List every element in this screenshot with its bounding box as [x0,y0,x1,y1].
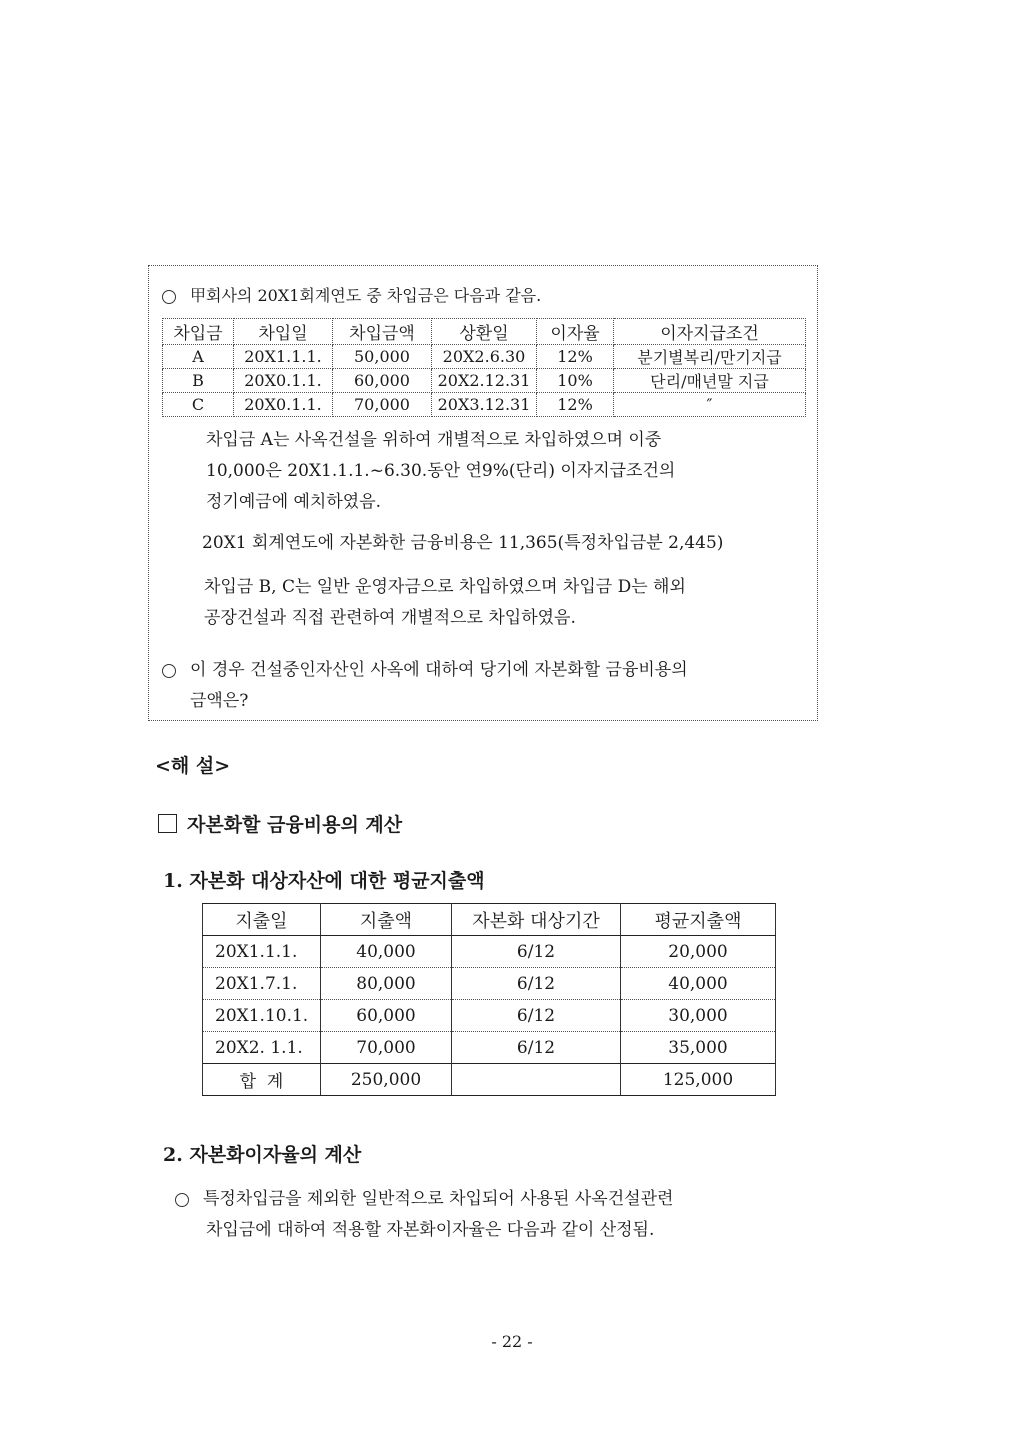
table-row [203,968,776,1000]
table-cell: ″ [614,393,806,417]
table-row [203,936,776,968]
circle-bullet-icon [162,290,176,304]
table-cell: 20X3.12.31 [432,393,537,417]
total-cell: 125,000 [621,1064,776,1096]
note1-line3: 정기예금에 예치하였음. [206,492,382,512]
table-cell: 단리/매년말 지급 [614,369,806,393]
note1-line1: 차입금 A는 사옥건설을 위하여 개별적으로 차입하였으며 이중 [206,430,662,450]
table-cell: 60,000 [321,1000,452,1032]
table-cell: 20X0.1.1. [234,393,333,417]
circle-bullet-icon [162,664,176,678]
ask-line1: 이 경우 건설중인자산인 사옥에 대하여 당기에 자본화할 금융비용의 [162,655,688,686]
table-cell: 50,000 [333,345,432,369]
loan-header-cell: 차입금액 [333,319,432,345]
table-cell: B [163,369,234,393]
average-expenditure-table [202,903,776,1096]
total-cell [452,1064,621,1096]
loan-table [162,318,806,417]
table-cell: 20X1.10.1. [203,1000,321,1032]
avg-header-cell: 평균지출액 [621,904,776,936]
loan-header-cell: 이자율 [537,319,614,345]
note2: 20X1 회계연도에 자본화한 금융비용은 11,365(특정차입금분 2,445) [202,533,724,553]
table-cell: 60,000 [333,369,432,393]
table-cell: 70,000 [333,393,432,417]
checkbox-icon [158,814,177,833]
sub2-line1: 특정차입금을 제외한 일반적으로 차입되어 사용된 사옥건설관련 [175,1184,673,1215]
ask-line2: 금액은? [190,691,249,711]
table-cell: 35,000 [621,1032,776,1064]
avg-header-cell: 지출액 [321,904,452,936]
table-cell: 40,000 [621,968,776,1000]
loan-table-header [163,319,806,345]
table-cell: 6/12 [452,936,621,968]
table-cell: 20X1.1.1. [234,345,333,369]
subsection-2-title: 2. 자본화이자율의 계산 [163,1144,362,1166]
table-cell: 10% [537,369,614,393]
sub2-line2: 차입금에 대하여 적용할 자본화이자율은 다음과 같이 산정됨. [206,1220,655,1240]
table-cell: 30,000 [621,1000,776,1032]
note1-line2: 10,000은 20X1.1.1.~6.30.동안 연9%(단리) 이자지급조건의 [206,461,676,481]
table-cell: A [163,345,234,369]
table-row [163,369,806,393]
table-cell: 70,000 [321,1032,452,1064]
subsection-1-title: 1. 자본화 대상자산에 대한 평균지출액 [163,870,485,892]
table-row [163,393,806,417]
solution-title: <해 설> [155,755,231,777]
page-number: - 22 - [491,1332,533,1351]
loan-header-cell: 이자지급조건 [614,319,806,345]
table-cell: 20X2. 1.1. [203,1032,321,1064]
loan-header-cell: 차입금 [163,319,234,345]
table-cell: 20X1.7.1. [203,968,321,1000]
table-cell: 20X2.6.30 [432,345,537,369]
table-cell: 분기별복리/만기지급 [614,345,806,369]
avg-table-header [203,904,776,936]
table-row [203,1000,776,1032]
table-cell: 12% [537,345,614,369]
avg-header-cell: 지출일 [203,904,321,936]
table-cell: 20X1.1.1. [203,936,321,968]
table-cell: 20,000 [621,936,776,968]
total-cell: 250,000 [321,1064,452,1096]
loan-header-cell: 상환일 [432,319,537,345]
table-cell: 20X0.1.1. [234,369,333,393]
total-row [203,1064,776,1096]
question-intro: 甲회사의 20X1회계연도 중 차입금은 다음과 같음. [162,283,541,306]
table-row [203,1032,776,1064]
table-cell: C [163,393,234,417]
total-label: 합 계 [203,1064,321,1096]
table-cell: 6/12 [452,1000,621,1032]
table-cell: 6/12 [452,1032,621,1064]
note3-line1: 차입금 B, C는 일반 운영자금으로 차입하였으며 차입금 D는 해외 [204,577,686,597]
section-title: 자본화할 금융비용의 계산 [158,810,402,837]
table-cell: 80,000 [321,968,452,1000]
table-cell: 20X2.12.31 [432,369,537,393]
note3-line2: 공장건설과 직접 관련하여 개별적으로 차입하였음. [204,608,576,628]
avg-header-cell: 자본화 대상기간 [452,904,621,936]
loan-header-cell: 차입일 [234,319,333,345]
table-row [163,345,806,369]
circle-bullet-icon [175,1193,189,1207]
table-cell: 12% [537,393,614,417]
table-cell: 6/12 [452,968,621,1000]
table-cell: 40,000 [321,936,452,968]
